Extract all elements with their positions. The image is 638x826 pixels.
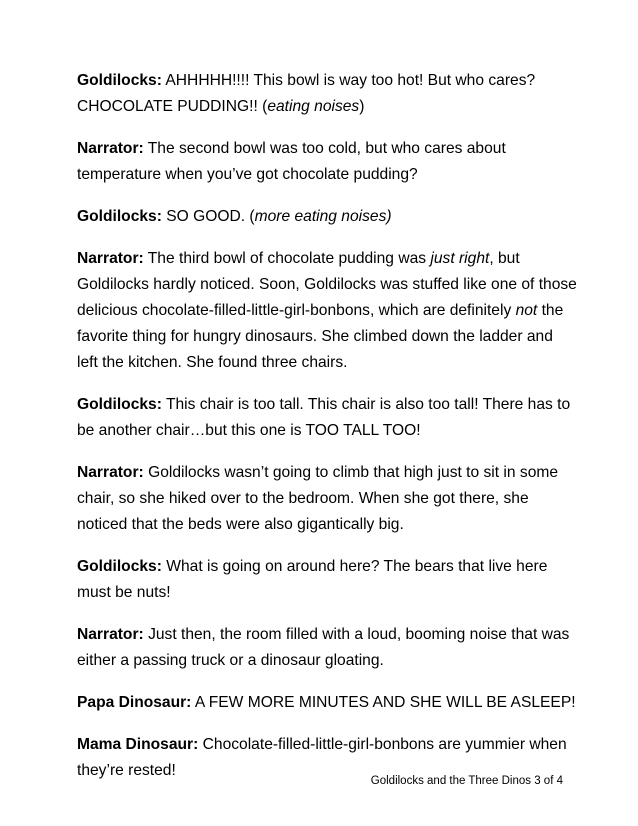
- line-text: , but Goldilocks hardly noticed. Soon, Goldilocks was stuffed like one of those delicious chocolate-filled-little-girl-bonbons, which are definitely: [77, 250, 577, 319]
- line-text: ): [359, 98, 365, 115]
- line-text: What is going on around here? The bears that live here must be nuts!: [77, 558, 548, 601]
- page-footer: Goldilocks and the Three Dinos 3 of 4: [370, 775, 563, 787]
- speaker-label: Narrator:: [77, 250, 144, 267]
- dialogue-line-8: [77, 622, 577, 674]
- stage-direction: more eating noises): [254, 208, 392, 225]
- dialogue-line-4: [77, 246, 577, 376]
- speaker-label: Narrator:: [77, 626, 144, 643]
- dialogue-line-9: [77, 690, 577, 716]
- dialogue-line-5: [77, 392, 577, 444]
- dialogue-line-1: [77, 68, 577, 120]
- line-text: AHHHHH!!!! This bowl is way too hot! But who cares? CHOCOLATE PUDDING!! (: [77, 72, 536, 115]
- speaker-label: Goldilocks:: [77, 208, 162, 225]
- line-text: The second bowl was too cold, but who cares about temperature when you’ve got chocolate pudding?: [77, 140, 506, 183]
- stage-direction: eating noises: [267, 98, 360, 115]
- emphasis-text: not: [515, 302, 538, 319]
- speaker-label: Goldilocks:: [77, 72, 162, 89]
- dialogue-line-2: [77, 136, 577, 188]
- speaker-label: Narrator:: [77, 140, 144, 157]
- line-text: the favorite thing for hungry dinosaurs. She climbed down the ladder and left the kitchen. She found three chairs.: [77, 302, 564, 371]
- line-text: Just then, the room filled with a loud, booming noise that was either a passing truck or a dinosaur gloating.: [77, 626, 570, 669]
- speaker-label: Narrator:: [77, 464, 144, 481]
- line-text: The third bowl of chocolate pudding was: [143, 250, 431, 267]
- dialogue-line-6: [77, 460, 577, 538]
- emphasis-text: just right: [430, 250, 490, 267]
- dialogue-line-7: [77, 554, 577, 606]
- script-body: [77, 68, 577, 800]
- speaker-label: Papa Dinosaur:: [77, 694, 192, 711]
- speaker-label: Goldilocks:: [77, 396, 162, 413]
- speaker-label: Goldilocks:: [77, 558, 162, 575]
- line-text: This chair is too tall. This chair is also too tall! There has to be another chair…but this one is TOO TALL TOO!: [77, 396, 571, 439]
- speaker-label: Mama Dinosaur:: [77, 736, 199, 753]
- line-text: Goldilocks wasn’t going to climb that high just to sit in some chair, so she hiked over to the bedroom. When she got there, she noticed that the beds were also gigantically big.: [77, 464, 559, 533]
- line-text: A FEW MORE MINUTES AND SHE WILL BE ASLEEP!: [191, 694, 576, 711]
- line-text: Chocolate-filled-little-girl-bonbons are yummier when they’re rested!: [77, 736, 567, 779]
- dialogue-line-3: [77, 204, 577, 230]
- line-text: SO GOOD. (: [161, 208, 255, 225]
